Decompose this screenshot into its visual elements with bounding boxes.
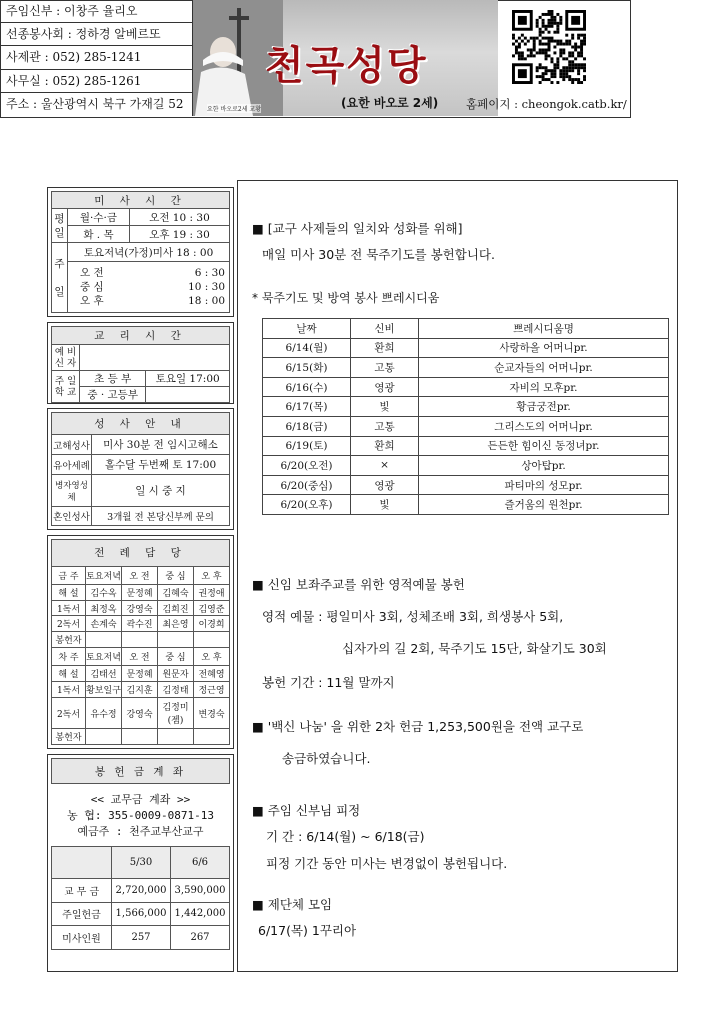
duty-person: 김혜숙 <box>158 584 194 600</box>
sunday-school-label: 주 일 학 교 <box>52 371 80 403</box>
offering-value: 1,442,000 <box>171 902 230 926</box>
shift-praesidium: 황금궁전pr. <box>419 397 669 417</box>
duty-person: 강영숙 <box>122 600 158 616</box>
duty-row <box>52 682 230 698</box>
duty-header-cell: 오 전 <box>122 648 158 666</box>
duty-person: 정근영 <box>194 682 230 698</box>
account-holder: 예금주 : 천주교부산교구 <box>77 825 204 838</box>
saturday-mass: 토요저녁(가정)미사 18 : 00 <box>68 243 230 262</box>
shift-row <box>263 495 669 515</box>
shift-mystery: 빛 <box>351 495 419 515</box>
duty-person: 김영준 <box>194 600 230 616</box>
rectory-phone: 사제관 : 052) 285-1241 <box>0 46 192 69</box>
sacrament-name: 유아세례 <box>52 455 92 475</box>
duty-row <box>52 666 230 682</box>
shift-header: 신비 <box>351 319 419 339</box>
mass-times-box <box>47 187 234 317</box>
shift-header: 쁘레시디움명 <box>419 319 669 339</box>
shift-date: 6/16(수) <box>263 377 351 397</box>
offering-col: 6/6 <box>171 847 230 879</box>
notices-panel <box>237 180 678 972</box>
shift-date: 6/20(오후) <box>263 495 351 515</box>
notice-5-line1: 6/17(목) 1꾸리아 <box>258 923 357 938</box>
shift-date: 6/18(금) <box>263 416 351 436</box>
shift-row <box>263 436 669 456</box>
shift-date: 6/20(중심) <box>263 475 351 495</box>
shift-date: 6/14(월) <box>263 338 351 358</box>
duty-role: 1독서 <box>52 682 86 698</box>
offering-value: 257 <box>112 926 171 950</box>
duty-role: 봉헌자 <box>52 632 86 648</box>
grade-secondary: 중 · 고등부 <box>80 387 146 403</box>
duty-row <box>52 728 230 744</box>
liturgy-duty-title: 전 례 담 당 <box>52 540 230 567</box>
duty-person: 김정미(젬) <box>158 698 194 729</box>
duty-person: 김수옥 <box>86 584 122 600</box>
notice-1-title: ■ [교구 사제들의 일치와 성화를 위해] <box>252 221 463 236</box>
offering-value: 267 <box>171 926 230 950</box>
duty-row <box>52 632 230 648</box>
notice-2-line1: 영적 예물 : 평일미사 3회, 성체조배 3회, 희생봉사 5회, <box>262 609 564 624</box>
duty-row <box>52 584 230 600</box>
grade-elementary-time: 토요일 17:00 <box>146 371 230 387</box>
address-line: 주소 : 울산광역시 북구 가재길 52 <box>6 96 184 111</box>
duty-person <box>194 728 230 744</box>
account-heading: << 교무금 계좌 >> <box>90 793 191 806</box>
offering-box <box>47 754 234 972</box>
duty-role: 해 설 <box>52 666 86 682</box>
duty-role: 2독서 <box>52 616 86 632</box>
sacraments-title: 성 사 안 내 <box>52 413 230 435</box>
offering-label: 미사인원 <box>52 926 112 950</box>
mass-times-title: 미 사 시 간 <box>52 192 230 209</box>
pastor-line: 주임신부 : 이창주 율리오 <box>0 0 192 23</box>
duty-person: 변경숙 <box>194 698 230 729</box>
duty-header-cell: 오 후 <box>194 566 230 584</box>
weekday-time: 오전 10 : 30 <box>129 209 229 226</box>
shift-mystery: × <box>351 456 419 476</box>
offering-value: 2,720,000 <box>112 879 171 903</box>
notice-4-line2: 피정 기간 동안 미사는 변경없이 봉헌됩니다. <box>266 856 508 871</box>
notice-5-title: ■ 제단체 모임 <box>252 897 333 912</box>
bulletin-header <box>0 0 631 118</box>
catechism-box <box>47 322 234 404</box>
notice-4-line1: 기 간 : 6/14(월) ~ 6/18(금) <box>266 829 425 844</box>
offering-label: 주일헌금 <box>52 902 112 926</box>
sunday-masses: 오 전 6 : 30 중 심 10 : 30 오 후 18 : 00 <box>68 262 230 313</box>
duty-person: 문정혜 <box>122 666 158 682</box>
duty-header-cell: 중 심 <box>158 566 194 584</box>
duty-person: 강영숙 <box>122 698 158 729</box>
council-line: 선종봉사회 : 정하경 알베르또 <box>0 23 192 46</box>
sacrament-desc: 3개월 전 본당신부께 문의 <box>92 507 230 526</box>
duty-person: 손계숙 <box>86 616 122 632</box>
duty-row <box>52 600 230 616</box>
offering-title: 봉 헌 금 계 좌 <box>52 759 230 784</box>
shift-praesidium: 사랑하올 어머니pr. <box>419 338 669 358</box>
banner <box>193 0 498 116</box>
duty-person: 김정태 <box>158 682 194 698</box>
notice-2-title: ■ 신임 보좌주교를 위한 영적예물 봉헌 <box>252 577 465 592</box>
duty-row <box>52 698 230 729</box>
weekday-time: 오후 19 : 30 <box>129 226 229 243</box>
sacrament-desc: 일 시 중 지 <box>92 475 230 507</box>
shift-mystery: 빛 <box>351 397 419 417</box>
duty-person: 최정옥 <box>86 600 122 616</box>
duty-person <box>122 728 158 744</box>
photo-caption: 요한 바오로2세 교황 <box>207 106 262 113</box>
patron-name: (요한 바오로 2세) <box>341 96 439 110</box>
notice-2-line2: 십자가의 길 2회, 묵주기도 15단, 화살기도 30회 <box>342 641 607 656</box>
grade-secondary-time <box>146 387 230 403</box>
offering-value: 1,566,000 <box>112 902 171 926</box>
duty-header-cell: 토요저녁 <box>86 566 122 584</box>
duty-row <box>52 616 230 632</box>
duty-role: 2독서 <box>52 698 86 729</box>
shift-praesidium: 상아탑pr. <box>419 456 669 476</box>
notice-2-line3: 봉헌 기간 : 11월 말까지 <box>262 675 395 690</box>
duty-person: 김지훈 <box>122 682 158 698</box>
sunday-label: 주 일 <box>52 243 68 313</box>
duty-person: 권정애 <box>194 584 230 600</box>
shift-mystery: 고통 <box>351 416 419 436</box>
shift-row <box>263 456 669 476</box>
offering-col <box>52 847 112 879</box>
shift-praesidium: 파티마의 성모pr. <box>419 475 669 495</box>
parish-info <box>0 0 193 116</box>
catechumen-label: 예 비 신 자 <box>52 345 80 371</box>
sacrament-desc: 홀수달 두번째 토 17:00 <box>92 455 230 475</box>
notice-3-title: ■ '백신 나눔' 을 위한 2차 헌금 1,253,500원을 전액 교구로 <box>252 719 584 734</box>
duty-role: 해 설 <box>52 584 86 600</box>
sacrament-desc: 미사 30분 전 임시고해소 <box>92 435 230 455</box>
account-number[interactable]: 농 협: 355-0009-0871-13 <box>66 809 215 822</box>
shift-praesidium: 순교자들의 어머니pr. <box>419 358 669 378</box>
duty-person <box>86 632 122 648</box>
shift-praesidium: 든든한 힘이신 동정녀pr. <box>419 436 669 456</box>
duty-person <box>194 632 230 648</box>
shift-header: 날짜 <box>263 319 351 339</box>
shift-row <box>263 397 669 417</box>
sacraments-box <box>47 408 234 530</box>
shift-row <box>263 338 669 358</box>
shift-date: 6/19(토) <box>263 436 351 456</box>
sacrament-name: 고해성사 <box>52 435 92 455</box>
shift-date: 6/17(목) <box>263 397 351 417</box>
offering-label: 교 무 금 <box>52 879 112 903</box>
qr-code-icon[interactable] <box>512 10 586 88</box>
duty-role: 1독서 <box>52 600 86 616</box>
weekday-days: 월·수·금 <box>68 209 130 226</box>
offering-value: 3,590,000 <box>171 879 230 903</box>
duty-header-cell: 토요저녁 <box>86 648 122 666</box>
notice-1-body: 매일 미사 30분 전 묵주기도를 봉헌합니다. <box>262 247 495 262</box>
notice-4-title: ■ 주임 신부님 피정 <box>252 803 361 818</box>
duty-role: 봉헌자 <box>52 728 86 744</box>
duty-header-cell: 오 전 <box>122 566 158 584</box>
duty-person <box>158 728 194 744</box>
shift-mystery: 환희 <box>351 338 419 358</box>
duty-person: 유수정 <box>86 698 122 729</box>
shift-row <box>263 377 669 397</box>
duty-person: 김태선 <box>86 666 122 682</box>
homepage-link[interactable]: 홈페이지 : cheongok.catb.kr/ <box>466 97 627 111</box>
duty-header-cell: 금 주 <box>52 566 86 584</box>
sacrament-name: 병자영성체 <box>52 475 92 507</box>
weekday-label: 평 일 <box>52 209 68 243</box>
notice-1-sub: * 묵주기도 및 방역 봉사 쁘레시디움 <box>252 291 440 305</box>
duty-header-cell: 차 주 <box>52 648 86 666</box>
weekday-days: 화 . 목 <box>68 226 130 243</box>
shift-mystery: 고통 <box>351 358 419 378</box>
duty-person: 원문자 <box>158 666 194 682</box>
duty-person <box>122 632 158 648</box>
duty-person: 황보일구 <box>86 682 122 698</box>
shift-row <box>263 416 669 436</box>
shift-row <box>263 358 669 378</box>
catechism-title: 교 리 시 간 <box>52 327 230 345</box>
shift-mystery: 영광 <box>351 475 419 495</box>
grade-elementary: 초 등 부 <box>80 371 146 387</box>
duty-person: 전혜영 <box>194 666 230 682</box>
duty-person: 최은영 <box>158 616 194 632</box>
duty-person: 문정혜 <box>122 584 158 600</box>
shift-mystery: 영광 <box>351 377 419 397</box>
shift-date: 6/15(화) <box>263 358 351 378</box>
account-info <box>51 784 230 846</box>
shift-mystery: 환희 <box>351 436 419 456</box>
duty-person: 곽수진 <box>122 616 158 632</box>
liturgy-duty-box <box>47 535 234 749</box>
duty-person: 김희진 <box>158 600 194 616</box>
offering-col: 5/30 <box>112 847 171 879</box>
sacrament-name: 혼인성사 <box>52 507 92 526</box>
rosary-shift-table <box>262 318 669 515</box>
office-phone: 사무실 : 052) 285-1261 <box>0 70 192 93</box>
parish-title: 천곡성당 <box>265 43 428 89</box>
duty-header-cell: 오 후 <box>194 648 230 666</box>
shift-praesidium: 자비의 모후pr. <box>419 377 669 397</box>
shift-praesidium: 그리스도의 어머니pr. <box>419 416 669 436</box>
notice-3-body: 송금하였습니다. <box>282 751 371 766</box>
duty-header-cell: 중 심 <box>158 648 194 666</box>
duty-person <box>86 728 122 744</box>
duty-person: 이경희 <box>194 616 230 632</box>
duty-person <box>158 632 194 648</box>
shift-row <box>263 475 669 495</box>
shift-praesidium: 즐거움의 원천pr. <box>419 495 669 515</box>
shift-date: 6/20(오전) <box>263 456 351 476</box>
